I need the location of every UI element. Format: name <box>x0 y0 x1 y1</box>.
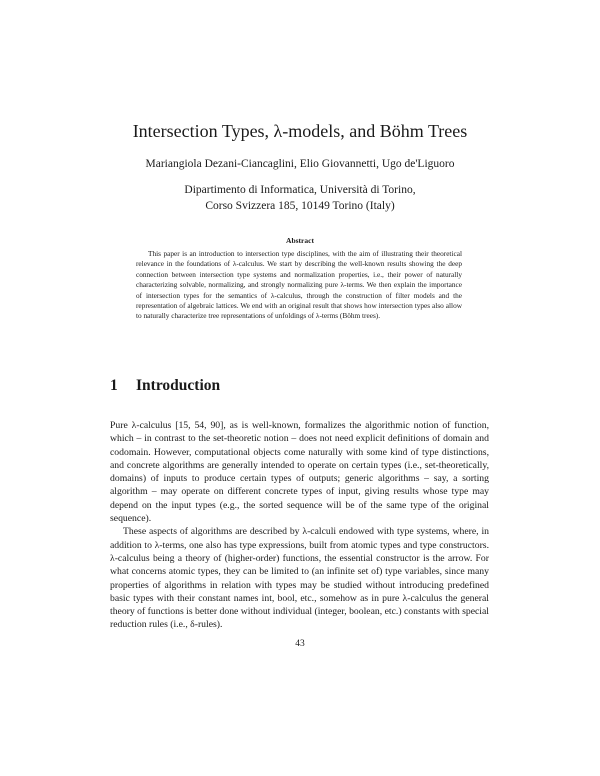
section-number: 1 <box>110 377 118 394</box>
affiliation-line-1: Dipartimento di Informatica, Università di Torino, <box>184 184 416 196</box>
body-paragraph: Pure λ-calculus [15, 54, 90], as is well-known, formalizes the algorithmic notion of function, which – in contrast to the set-theoretic notion – does not need explicit definitions of domain and codomain. However, computational objects come naturally with some kind of type distinctions, and concrete algorithms are generally intended to operate on certain types (i.e., set-theoretically, domains) of inputs to produce certain types of outputs; generic algorithms – say, a sorting algorithm – may operate on different concrete types of input, giving results whose type may depend on the input types (e.g., the sorted sequence will be of the same type of the original sequence). <box>110 420 489 525</box>
abstract-text: This paper is an introduction to intersection type disciplines, with the aim of illustrating their theoretical relevance in the foundations of λ-calculus. We start by describing the well-known results showing the deep connection between intersection type systems and normalization properties, i.e., their power of naturally characterizing solvable, normalizing, and strongly normalizing pure λ-terms. We then explain the importance of intersection types for the semantics of λ-calculus, through the construction of filter models and the representation of algebraic lattices. We end with an original result that shows how intersection types also allow to naturally characterize tree representations of unfoldings of λ-terms (Böhm trees). <box>136 249 462 321</box>
page-number: 43 <box>295 639 305 649</box>
section-title: Introduction <box>136 377 221 394</box>
abstract-heading: Abstract <box>286 236 314 245</box>
affiliation-line-2: Corso Svizzera 185, 10149 Torino (Italy) <box>205 200 395 212</box>
affiliation <box>0 182 600 214</box>
section-heading <box>110 376 220 396</box>
body-text <box>110 419 489 632</box>
author-list: Mariangiola Dezani-Ciancaglini, Elio Giovannetti, Ugo de'Liguoro <box>145 158 455 170</box>
body-paragraph: These aspects of algorithms are described by λ-calculi endowed with type systems, where, in addition to λ-terms, one also has type expressions, built from atomic types and type constructors. λ-calculus being a theory of (higher-order) functions, the essential constructor is the arrow. For what concerns atomic types, they can be limited to (an infinite set of) type variables, since many properties of algorithms in relation with types may be studied without introducing predefined basic types with their constant names int, bool, etc., somehow as in pure λ-calculus the general theory of functions is better done without individual (integer, boolean, etc.) constants with special reduction rules (i.e., δ-rules). <box>110 526 489 631</box>
paper-title: Intersection Types, λ-models, and Böhm Trees <box>132 121 468 141</box>
